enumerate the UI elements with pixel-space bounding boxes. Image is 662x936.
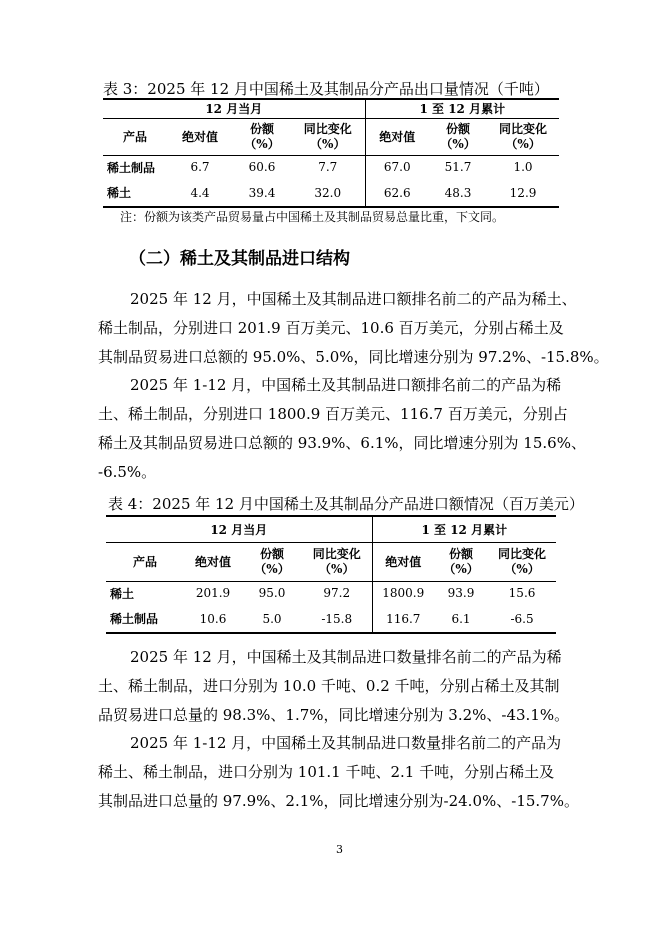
- table3-row1-c-abs: 67.0: [365, 155, 429, 179]
- table4-header-abs-cum: 绝对值: [372, 542, 434, 581]
- table3-group-cumulative: 1 至 12 月累计: [365, 99, 559, 118]
- table3-row2-product: 稀土: [103, 179, 167, 207]
- table3-row1-m-share: 60.6: [248, 160, 276, 175]
- table3-row2-m-share: 39.4: [233, 179, 291, 207]
- table4-header-share-cum: 份额 （%）: [434, 542, 488, 581]
- table3-row2-m-yoy: 32.0: [291, 179, 365, 207]
- table-row: [106, 581, 556, 605]
- table4-row1-c-share: 93.9: [447, 586, 475, 601]
- table3-row2-c-abs: 62.6: [365, 179, 429, 207]
- table4-row2-c-share: 6.1: [434, 605, 488, 633]
- table3-header-yoy-cum: 同比变化 （%）: [487, 118, 559, 155]
- table3-header-abs-cum: 绝对值: [365, 118, 429, 155]
- table4-row2-c-yoy: -6.5: [488, 605, 556, 633]
- table3-row2-c-yoy: 12.9: [487, 179, 559, 207]
- table3-header-share: 份额 （%）: [233, 118, 291, 155]
- table3-row2-c-share: 48.3: [429, 179, 487, 207]
- paragraph-2: 2025 年 1-12 月，中国稀土及其制品进口额排名前二的产品为稀 土、稀土制品，分别进口 1800.9 百万美元、116.7 百万美元，分别占 稀土及其制品贸易进口总额的 93.9%、6.1%，同比增速分别为 15.6%、 -6.5%。: [98, 376, 586, 481]
- table3-row1-m-abs: 6.7: [190, 160, 210, 175]
- table4-caption: 表 4：2025 年 12 月中国稀土及其制品分产品进口额情况（百万美元）: [108, 495, 584, 513]
- table4-group-cumulative: 1 至 12 月累计: [372, 516, 556, 542]
- page-number: 3: [336, 843, 343, 856]
- table4-row2-product: 稀土制品: [106, 605, 184, 633]
- table3-row2-m-abs: 4.4: [167, 179, 233, 207]
- table3-group-current: 12 月当月: [103, 99, 365, 118]
- table4-header-abs: 绝对值: [184, 542, 242, 581]
- table4-group-current: 12 月当月: [106, 516, 372, 542]
- table3-caption: 表 3：2025 年 12 月中国稀土及其制品分产品出口量情况（千吨）: [103, 80, 549, 98]
- table3-header-share-cum: 份额 （%）: [429, 118, 487, 155]
- table4-row1-product: 稀土: [110, 586, 135, 601]
- table4-header-share: 份额 （%）: [242, 542, 302, 581]
- table4-row1-c-abs: 1800.9: [372, 581, 434, 605]
- table4-row1-m-share: 95.0: [258, 586, 286, 601]
- table4-row2-c-abs: 116.7: [372, 605, 434, 633]
- table4-row2-m-abs: 10.6: [184, 605, 242, 633]
- table3-row1-c-share: 51.7: [444, 160, 472, 175]
- table4-header-product: 产品: [106, 542, 184, 581]
- table3-row1-m-yoy: 7.7: [318, 160, 338, 175]
- table4-header-yoy-cum: 同比变化 （%）: [488, 542, 556, 581]
- table4-row1-m-abs: 201.9: [195, 586, 231, 601]
- paragraph-4: 2025 年 1-12 月，中国稀土及其制品进口数量排名前二的产品为 稀土、稀土制品，进口分别为 101.1 千吨、2.1 千吨，分别占稀土及 其制品进口总量的 97.9%、2.1%，同比增速分别为-24.0%、-15.7%。: [98, 734, 579, 810]
- table4: [106, 515, 556, 634]
- table4-row1-c-yoy: 15.6: [508, 586, 536, 601]
- table-row: [103, 155, 559, 179]
- paragraph-3: 2025 年 12 月，中国稀土及其制品进口数量排名前二的产品为稀 土、稀土制品，进口分别为 10.0 千吨、0.2 千吨，分别占稀土及其制 品贸易进口总量的 98.3%、1.7%，同比增速分别为 3.2%、-43.1%。: [98, 648, 570, 724]
- table3: [103, 98, 559, 208]
- table3-header-product: 产品: [103, 118, 167, 155]
- table-row: [106, 605, 556, 633]
- table3-row1-c-yoy: 1.0: [513, 160, 533, 175]
- table4-row2-m-share: 5.0: [242, 605, 302, 633]
- table4-header-yoy: 同比变化 （%）: [302, 542, 372, 581]
- table3-header-abs: 绝对值: [167, 118, 233, 155]
- section-heading: （二）稀土及其制品进口结构: [129, 249, 350, 269]
- table3-header-yoy: 同比变化 （%）: [291, 118, 365, 155]
- table4-row2-m-yoy: -15.8: [302, 605, 372, 633]
- table4-row1-m-yoy: 97.2: [323, 586, 351, 601]
- table3-row1-product: 稀土制品: [107, 160, 156, 175]
- paragraph-1: 2025 年 12 月，中国稀土及其制品进口额排名前二的产品为稀土、 稀土制品，分别进口 201.9 百万美元、10.6 百万美元，分别占稀土及 其制品贸易进口总额的 95.0%、5.0%，同比增速分别为 97.2%、-15.8%。: [98, 290, 609, 366]
- table3-note: 注：份额为该类产品贸易量占中国稀土及其制品贸易总量比重，下文同。: [120, 210, 505, 224]
- table-row: [103, 179, 559, 207]
